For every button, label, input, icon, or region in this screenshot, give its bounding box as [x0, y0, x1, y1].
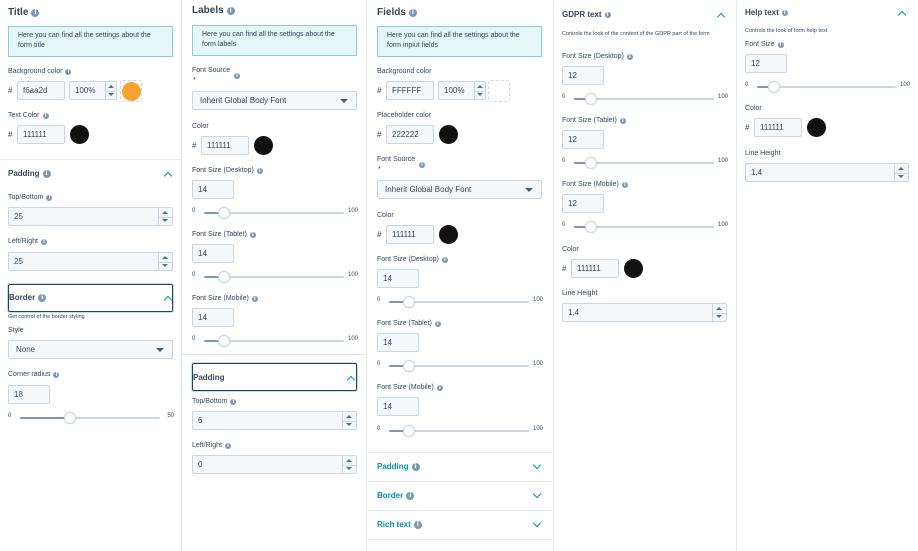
color-input[interactable]: 111111 [571, 259, 619, 278]
increment-icon[interactable] [346, 415, 352, 418]
info-icon[interactable]: i [412, 463, 420, 471]
divider [367, 481, 553, 482]
line-height-stepper[interactable]: 1,4 [562, 303, 727, 322]
chevron-down-icon[interactable] [533, 490, 541, 498]
left-right-label: Left/Right i [192, 442, 231, 449]
corner-radius-slider[interactable]: 0 50 [8, 412, 174, 424]
border-section-title: Border i [9, 293, 46, 302]
left-right-stepper[interactable]: 0 [192, 455, 357, 474]
chevron-up-icon[interactable] [164, 172, 172, 180]
hash-symbol: # [562, 264, 567, 273]
color-label: Color [377, 212, 394, 219]
decrement-icon[interactable] [162, 219, 168, 222]
slider-thumb[interactable] [403, 296, 415, 308]
line-height-stepper[interactable]: 1,4 [745, 163, 909, 182]
help-box: Here you can find all the settings about the form title [8, 26, 173, 57]
rich-text-section-header[interactable]: Rich text i [377, 520, 422, 529]
font-size-desktop-label: Font Size (Desktop) i [562, 53, 633, 60]
decrement-icon[interactable] [898, 175, 904, 178]
style-label: Style [8, 327, 24, 334]
color-label: Color [192, 123, 209, 130]
font-size-slider[interactable]: 0 100 [745, 81, 910, 93]
slider-thumb[interactable] [218, 207, 230, 219]
panel-title: Help text i [745, 8, 788, 17]
slider-thumb[interactable] [64, 412, 76, 424]
column-separator [181, 0, 182, 551]
panel-title: Labels i [192, 5, 235, 16]
color-input[interactable]: 111111 [754, 118, 802, 137]
background-color-label: Background color [377, 68, 432, 75]
top-bottom-stepper[interactable]: 6 [192, 411, 357, 430]
font-size-desktop-slider[interactable]: 0 100 [377, 296, 543, 308]
font-size-mobile-input[interactable]: 14 [192, 308, 234, 327]
hash-symbol: # [8, 130, 13, 139]
slider-thumb[interactable] [585, 157, 597, 169]
color-swatch[interactable] [807, 118, 826, 137]
color-label: Color [745, 105, 762, 112]
font-size-tablet-input[interactable]: 12 [562, 130, 604, 149]
font-size-mobile-label: Font Size (Mobile) i [377, 384, 443, 391]
slider-thumb[interactable] [585, 221, 597, 233]
slider-thumb[interactable] [218, 271, 230, 283]
info-icon[interactable]: i [41, 239, 47, 245]
slider-thumb[interactable] [585, 93, 597, 105]
slider-thumb[interactable] [218, 335, 230, 347]
slider-thumb[interactable] [403, 360, 415, 372]
text-color-input[interactable]: 111111 [17, 125, 65, 144]
font-source-label: Font Source [192, 67, 231, 74]
increment-icon[interactable] [108, 85, 114, 88]
font-size-desktop-input[interactable]: 14 [192, 180, 234, 199]
font-size-mobile-label: Font Size (Mobile) i [562, 181, 628, 188]
info-icon[interactable]: i [234, 73, 240, 79]
chevron-down-icon[interactable] [525, 188, 533, 192]
font-source-select[interactable]: Inherit Global Body Font [192, 91, 357, 110]
decrement-icon[interactable] [108, 93, 114, 96]
corner-radius-input[interactable]: 18 [8, 385, 50, 404]
required-star: * [193, 77, 196, 84]
slider-thumb[interactable] [768, 81, 780, 93]
color-label: Color [562, 246, 579, 253]
info-icon[interactable]: i [778, 42, 784, 48]
info-icon[interactable]: i [437, 385, 443, 391]
font-size-tablet-input[interactable]: 14 [192, 244, 234, 263]
decrement-icon[interactable] [716, 315, 722, 318]
info-icon[interactable]: i [406, 492, 414, 500]
background-color-label: Background color i [8, 68, 71, 75]
font-size-tablet-label: Font Size (Tablet) i [377, 320, 441, 327]
font-size-desktop-label: Font Size (Desktop) i [377, 256, 448, 263]
font-source-select[interactable]: Inherit Global Body Font [377, 180, 542, 199]
info-icon[interactable]: i [414, 521, 422, 529]
text-color-label: Text Color i [8, 112, 49, 119]
placeholder-color-input[interactable]: 222222 [386, 125, 434, 144]
info-icon[interactable]: i [43, 170, 51, 178]
decrement-icon[interactable] [346, 467, 352, 470]
color-swatch[interactable] [439, 225, 458, 244]
info-icon[interactable]: i [31, 9, 39, 17]
padding-section-header[interactable]: Padding i [8, 169, 51, 178]
chevron-down-icon[interactable] [533, 461, 541, 469]
info-icon[interactable]: i [622, 182, 628, 188]
opacity-stepper[interactable]: 100% [69, 81, 117, 100]
style-select[interactable]: None [8, 340, 173, 359]
divider [367, 539, 553, 540]
font-size-mobile-label: Font Size (Mobile) i [192, 295, 258, 302]
hash-symbol: # [192, 141, 197, 150]
column-separator [553, 0, 554, 551]
divider [182, 354, 366, 355]
font-source-label: Font Source [377, 156, 416, 163]
info-icon[interactable]: i [46, 195, 52, 201]
info-icon[interactable]: i [53, 372, 59, 378]
info-icon[interactable]: i [250, 232, 256, 238]
font-size-mobile-input[interactable]: 14 [377, 397, 419, 416]
column-separator [366, 0, 367, 551]
font-size-tablet-label: Font Size (Tablet) i [562, 117, 626, 124]
divider [367, 452, 553, 453]
divider [367, 510, 553, 511]
info-icon[interactable]: i [442, 257, 448, 263]
font-size-mobile-slider[interactable]: 0 100 [192, 335, 358, 347]
help-text-description: Controls the look of form help text [745, 28, 828, 34]
panel-title: Title i [8, 7, 39, 18]
color-swatch[interactable] [490, 82, 509, 101]
corner-radius-label: Corner radius i [8, 371, 59, 378]
info-icon[interactable]: i [782, 10, 788, 16]
font-size-tablet-slider[interactable]: 0 100 [562, 157, 728, 169]
color-input[interactable]: 111111 [386, 225, 434, 244]
hash-symbol: # [745, 123, 750, 132]
line-height-label: Line Height [745, 150, 781, 157]
info-icon[interactable]: i [230, 399, 236, 405]
increment-icon[interactable] [346, 459, 352, 462]
font-size-input[interactable]: 12 [745, 54, 787, 73]
info-icon[interactable]: i [227, 7, 235, 15]
color-swatch[interactable] [624, 259, 643, 278]
line-height-label: Line Height [562, 290, 598, 297]
top-bottom-label: Top/Bottom i [8, 194, 52, 201]
opacity-stepper[interactable]: 100% [438, 81, 486, 100]
left-right-stepper[interactable]: 25 [8, 252, 173, 271]
font-size-desktop-slider[interactable]: 0 100 [562, 93, 728, 105]
panel-title: GDPR text i [562, 10, 611, 19]
required-star: * [378, 166, 381, 173]
hash-symbol: # [8, 86, 13, 95]
font-size-desktop-input[interactable]: 12 [562, 66, 604, 85]
info-icon[interactable]: i [225, 443, 231, 449]
increment-icon[interactable] [162, 211, 168, 214]
border-description: Get control of the border styling [8, 314, 85, 320]
chevron-down-icon[interactable] [340, 99, 348, 103]
help-box: Here you can find all the settings about the form labels [192, 25, 357, 56]
chevron-down-icon[interactable] [533, 519, 541, 527]
font-size-tablet-input[interactable]: 14 [377, 333, 419, 352]
top-bottom-label: Top/Bottom i [192, 398, 236, 405]
chevron-down-icon[interactable] [156, 348, 164, 352]
decrement-icon[interactable] [477, 93, 483, 96]
font-size-desktop-input[interactable]: 14 [377, 269, 419, 288]
hash-symbol: # [377, 230, 382, 239]
hash-symbol: # [377, 86, 382, 95]
color-input[interactable]: 111111 [201, 136, 249, 155]
divider [0, 159, 181, 160]
top-bottom-stepper[interactable]: 25 [8, 207, 173, 226]
left-right-label: Left/Right i [8, 238, 47, 245]
color-swatch[interactable] [254, 136, 273, 155]
increment-icon[interactable] [898, 167, 904, 170]
background-color-input[interactable]: f6aa2d [17, 81, 65, 100]
font-size-label: Font Size i [745, 41, 784, 48]
font-size-mobile-input[interactable]: 12 [562, 194, 604, 213]
gdpr-description: Controls the look of the content of the GDPR part of the form [562, 31, 710, 37]
chevron-up-icon[interactable] [898, 11, 906, 19]
info-icon[interactable]: i [620, 118, 626, 124]
increment-icon[interactable] [716, 307, 722, 310]
increment-icon[interactable] [162, 256, 168, 259]
info-icon[interactable]: i [65, 69, 71, 75]
chevron-up-icon[interactable] [717, 13, 725, 21]
hash-symbol: # [377, 130, 382, 139]
color-swatch[interactable] [439, 125, 458, 144]
decrement-icon[interactable] [162, 264, 168, 267]
padding-section-header[interactable]: Padding i [377, 462, 420, 471]
font-size-tablet-slider[interactable]: 0 100 [377, 360, 543, 372]
font-size-desktop-label: Font Size (Desktop) i [192, 167, 263, 174]
slider-thumb[interactable] [403, 425, 415, 437]
info-icon[interactable]: i [605, 12, 611, 18]
color-swatch[interactable] [70, 125, 89, 144]
info-icon[interactable]: i [257, 168, 263, 174]
column-separator [736, 0, 737, 551]
decrement-icon[interactable] [346, 423, 352, 426]
background-color-input[interactable]: FFFFFF [386, 81, 434, 100]
font-size-tablet-label: Font Size (Tablet) i [192, 231, 256, 238]
panel-title: Fields i [377, 7, 417, 18]
info-icon[interactable]: i [43, 113, 49, 119]
help-box: Here you can find all the settings about the form inpiut fields [377, 26, 542, 57]
placeholder-color-label: Placeholder color [377, 112, 432, 119]
info-icon[interactable]: i [252, 296, 258, 302]
increment-icon[interactable] [477, 85, 483, 88]
font-size-mobile-slider[interactable]: 0 100 [377, 425, 543, 437]
info-icon[interactable]: i [419, 162, 425, 168]
font-size-tablet-slider[interactable]: 0 100 [192, 271, 358, 283]
info-icon[interactable]: i [38, 294, 46, 302]
color-swatch[interactable] [122, 82, 141, 101]
info-icon[interactable]: i [409, 9, 417, 17]
font-size-mobile-slider[interactable]: 0 100 [562, 221, 728, 233]
font-size-desktop-slider[interactable]: 0 100 [192, 207, 358, 219]
padding-section-title: Padding [193, 373, 225, 382]
info-icon[interactable]: i [627, 54, 633, 60]
info-icon[interactable]: i [435, 321, 441, 327]
border-section-header[interactable]: Border i [377, 491, 414, 500]
